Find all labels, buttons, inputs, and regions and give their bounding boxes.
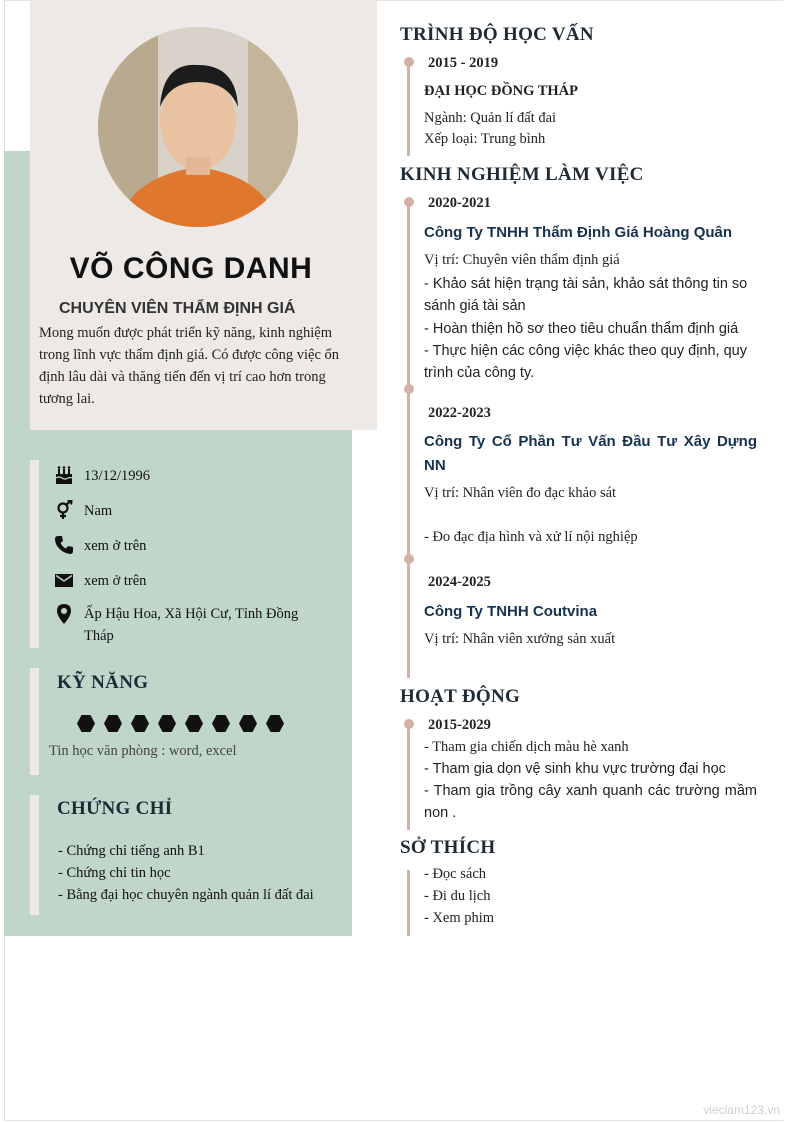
skill-level-dot [104, 715, 122, 732]
education-period: 2015 - 2019 [428, 55, 499, 71]
education-grade: Xếp loại: Trung bình [424, 131, 546, 147]
address-text: Ấp Hậu Hoa, Xã Hội Cư, Tỉnh Đồng Tháp [84, 606, 299, 644]
skill-level-indicator [77, 715, 284, 732]
skill-level-dot [77, 715, 95, 732]
email-text: xem ở trên [84, 573, 147, 589]
contact-gender [54, 500, 113, 520]
certificate-item: - Chứng chỉ tiếng anh B1 [58, 843, 205, 859]
experience-timeline [407, 200, 410, 678]
job-position: Vị trí: Chuyên viên thẩm định giá [424, 252, 620, 268]
watermark: vieclam123.vn [703, 1103, 780, 1117]
hobby-item: - Đi du lịch [424, 888, 491, 904]
skill-level-dot [212, 715, 230, 732]
certificates-list [58, 840, 314, 906]
skill-level-dot [131, 715, 149, 732]
phone-icon [54, 535, 74, 555]
activities-timeline [407, 722, 410, 830]
hobbies-heading: SỞ THÍCH [400, 837, 496, 858]
activity-item: - Tham gia dọn vệ sinh khu vực trường đại học [424, 761, 726, 777]
gender-icon [54, 500, 74, 520]
job-period: 2020-2021 [428, 195, 491, 211]
job-duty: - Thực hiện các công việc khác theo quy định, quy trình của công ty. [424, 343, 747, 381]
career-objective: Mong muốn được phát triển kỹ năng, kinh nghiệm trong lĩnh vực thẩm định giá. Có được công việc ổn định lâu dài và thăng tiến đến vị trí cao hơn trong tương lai. [39, 325, 340, 407]
skill-level-dot [158, 715, 176, 732]
gender-text: Nam [84, 503, 113, 519]
skill-level-dot [239, 715, 257, 732]
timeline-dot [404, 57, 414, 67]
timeline-dot [404, 384, 414, 394]
skills-accent-bar [30, 668, 39, 775]
job-duty: - Đo đạc địa hình và xử lí nội nghiệp [424, 529, 638, 545]
school-name: ĐẠI HỌC ĐỒNG THÁP [424, 83, 579, 99]
cake-icon [54, 465, 74, 485]
activity-item: - Tham gia trồng cây xanh quanh các trường mầm non . [424, 783, 757, 821]
education-major: Ngành: Quản lí đất đai [424, 110, 557, 126]
certificates-heading: CHỨNG CHỈ [57, 798, 173, 819]
skill-item: Tin học văn phòng : word, excel [49, 743, 237, 759]
education-heading: TRÌNH ĐỘ HỌC VẤN [400, 24, 594, 45]
timeline-dot [404, 554, 414, 564]
company-name: Công Ty Cổ Phần Tư Vấn Đầu Tư Xây Dựng NN [424, 433, 757, 474]
company-name: Công Ty TNHH Coutvina [424, 603, 598, 620]
job-position: Vị trí: Nhân viên xưởng sản xuất [424, 631, 616, 647]
email-icon [54, 570, 74, 590]
job-period: 2024-2025 [428, 574, 491, 590]
candidate-name: VÕ CÔNG DANH [69, 252, 313, 285]
job-duty: - Hoàn thiện hồ sơ theo tiêu chuẩn thẩm định giá [424, 321, 739, 337]
job-duty: - Khảo sát hiện trạng tài sản, khảo sát thông tin so sánh giá tài sản [424, 276, 748, 314]
certificates-accent-bar [30, 795, 39, 915]
hobbies-timeline [407, 870, 410, 936]
phone-text: xem ở trên [84, 538, 147, 554]
location-pin-icon [54, 603, 74, 623]
certificate-item: - Bằng đại học chuyên ngành quản lí đất đai [58, 887, 314, 903]
skill-level-dot [266, 715, 284, 732]
timeline-dot [404, 197, 414, 207]
hobby-item: - Đọc sách [424, 866, 487, 882]
certificate-item: - Chứng chỉ tin học [58, 865, 171, 881]
contact-phone [54, 535, 147, 555]
job-period: 2022-2023 [428, 405, 491, 421]
contact-email [54, 570, 147, 590]
company-name: Công Ty TNHH Thẩm Định Giá Hoàng Quân [424, 224, 733, 241]
job-title: CHUYÊN VIÊN THẨM ĐỊNH GIÁ [59, 300, 296, 317]
activities-heading: HOẠT ĐỘNG [400, 686, 521, 707]
profile-photo [98, 27, 298, 227]
contact-birthday [54, 465, 151, 485]
birthday-text: 13/12/1996 [84, 468, 151, 484]
experience-heading: KINH NGHIỆM LÀM VIỆC [400, 164, 644, 185]
hobby-item: - Xem phim [424, 910, 495, 926]
skills-heading: KỸ NĂNG [57, 672, 149, 693]
education-timeline [407, 60, 410, 156]
contact-accent-bar [30, 460, 39, 648]
skill-level-dot [185, 715, 203, 732]
contact-address [54, 603, 299, 644]
activity-item: - Tham gia chiến dịch màu hè xanh [424, 739, 629, 755]
activities-period: 2015-2029 [428, 717, 491, 733]
timeline-dot [404, 719, 414, 729]
job-position: Vị trí: Nhân viên đo đạc khảo sát [424, 485, 617, 501]
